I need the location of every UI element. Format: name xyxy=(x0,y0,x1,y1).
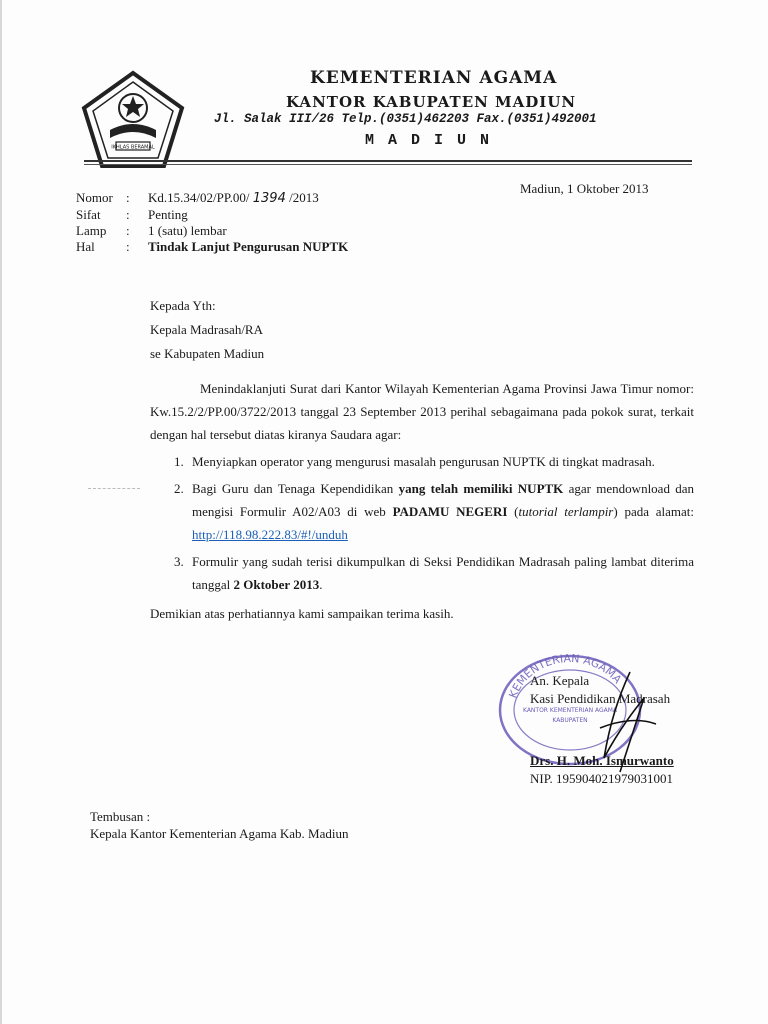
logo-motto: IKHLAS BERAMAL xyxy=(111,144,155,151)
list-item-text: Bagi Guru dan Tenaga Kependidikan xyxy=(192,481,394,496)
addressee xyxy=(150,294,264,366)
handwritten-signature xyxy=(590,668,660,778)
list-number: 1. xyxy=(174,454,184,469)
signature-line-2: Kasi Pendidikan Madrasah xyxy=(530,691,671,706)
ministry-logo xyxy=(80,70,186,170)
stamp-bottom-text: KABUPATEN xyxy=(552,717,588,724)
deadline-date: 2 Oktober 2013 xyxy=(233,577,320,592)
colon: : xyxy=(126,239,130,254)
nomor-handwritten: 1394 xyxy=(252,191,286,206)
list-item-emphasis: yang telah memiliki NUPTK xyxy=(398,481,564,496)
meta-row-sifat xyxy=(76,207,348,223)
hal-value: Tindak Lanjut Pengurusan NUPTK xyxy=(148,239,349,254)
list-number: 3. xyxy=(174,554,184,569)
carbon-copy xyxy=(90,808,348,842)
meta-row-hal xyxy=(76,239,348,255)
list-item-text: Menyiapkan operator yang mengurusi masalah pengurusan NUPTK di tingkat madrasah. xyxy=(192,454,655,469)
sifat-value: Penting xyxy=(148,207,188,222)
list-item-text: Formulir yang sudah terisi dikumpulkan di Seksi Pendidikan Madrasah paling lambat diterima tanggal xyxy=(192,554,694,592)
letter-meta xyxy=(76,190,348,255)
hal-label: Hal xyxy=(76,239,95,254)
letter-date: Madiun, 1 Oktober 2013 xyxy=(520,181,649,196)
download-link[interactable]: http://118.98.222.83/#!/unduh xyxy=(192,527,348,542)
tutorial-note: tutorial terlampir xyxy=(518,504,614,519)
nomor-suffix: /2013 xyxy=(289,190,319,205)
list-item-text: ) pada alamat: xyxy=(613,504,694,519)
letterhead-rule-thick xyxy=(84,160,692,162)
closing-paragraph: Demikian atas perhatiannya kami sampaikan terima kasih. xyxy=(150,606,454,621)
instruction-list xyxy=(150,450,694,596)
list-item xyxy=(150,450,694,473)
letter-body xyxy=(150,377,694,625)
addressee-line-3: se Kabupaten Madiun xyxy=(150,346,265,361)
colon: : xyxy=(126,223,130,238)
list-item xyxy=(150,550,694,596)
list-item-text: agar mendownload dan mengisi Formulir A02/A03 di web xyxy=(192,481,695,519)
ministry-name: KEMENTERIAN AGAMA xyxy=(310,68,558,88)
margin-mark xyxy=(88,488,140,489)
office-address: Jl. Salak III/26 Telp.(0351)462203 Fax.(0351)492001 xyxy=(214,112,597,126)
office-city: MADIUN xyxy=(365,132,504,149)
addressee-line-1: Kepada Yth: xyxy=(150,298,216,313)
list-item xyxy=(150,477,694,546)
stamp-mid-text: KANTOR KEMENTERIAN AGAMA xyxy=(523,707,617,714)
letterhead-rule-thin xyxy=(84,164,692,165)
addressee-line-2: Kepala Madrasah/RA xyxy=(150,322,263,337)
meta-row-lamp xyxy=(76,223,348,239)
signatory-nip: NIP. 195904021979031001 xyxy=(530,771,674,786)
page-edge xyxy=(0,0,2,1024)
tembusan-line-1: Kepala Kantor Kementerian Agama Kab. Madiun xyxy=(90,826,349,841)
colon: : xyxy=(126,207,130,222)
meta-row-nomor xyxy=(76,190,348,207)
intro-paragraph: Menindaklanjuti Surat dari Kantor Wilayah Kementerian Agama Provinsi Jawa Timur nomor: Kw.15.2/2/PP.00/3722/2013 tanggal 23 September 2013 perihal sebagaimana pada pokok surat, terkait dengan hal tersebut diatas kiranya Saudara agar: xyxy=(150,381,694,442)
tembusan-label: Tembusan : xyxy=(90,809,151,824)
period: . xyxy=(319,577,323,592)
colon: : xyxy=(126,190,130,205)
nomor-value xyxy=(148,190,319,207)
lamp-label: Lamp xyxy=(76,223,107,238)
nomor-label: Nomor xyxy=(76,190,113,205)
paren-open: ( xyxy=(514,504,519,519)
nomor-prefix: Kd.15.34/02/PP.00/ xyxy=(148,190,250,205)
stamp-top-text: KEMENTERIAN AGAMA xyxy=(506,651,625,700)
list-number: 2. xyxy=(174,481,184,496)
office-name: KANTOR KABUPATEN MADIUN xyxy=(286,93,577,111)
website-name: PADAMU NEGERI xyxy=(392,504,508,519)
signatory-name: Drs. H. Moh. Ismurwanto xyxy=(530,753,674,768)
signature-line-1: An. Kepala xyxy=(530,673,590,688)
sifat-label: Sifat xyxy=(76,207,101,222)
lamp-value: 1 (satu) lembar xyxy=(148,223,227,238)
